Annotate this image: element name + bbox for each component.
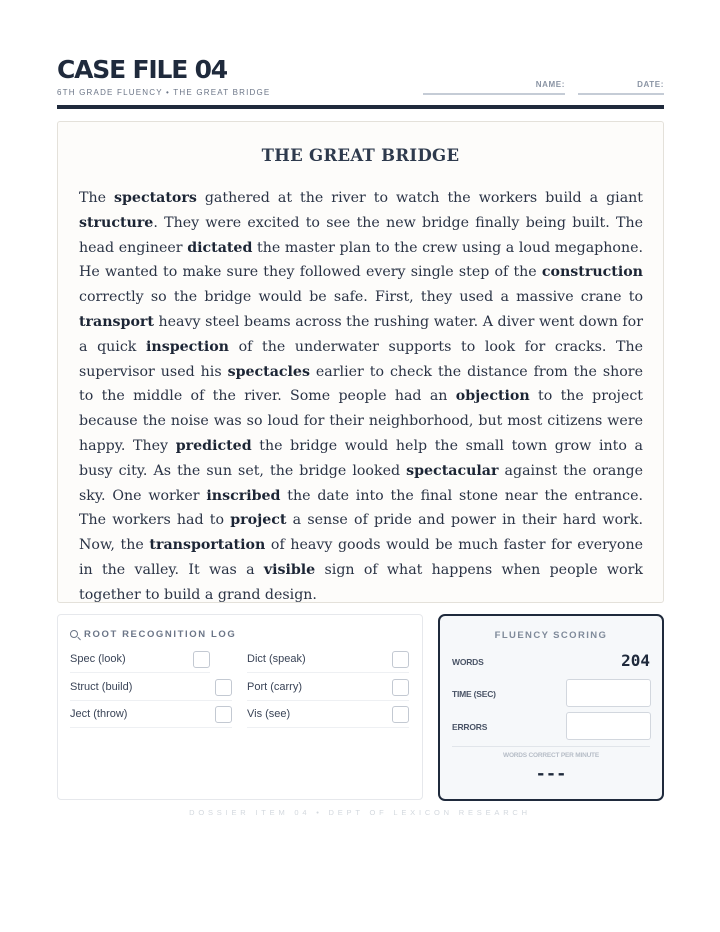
scoring-title: FLUENCY SCORING (494, 630, 608, 641)
vocab-word: spectators (114, 190, 197, 206)
vocab-word: project (230, 512, 287, 529)
story-title: THE GREAT BRIDGE (261, 146, 460, 165)
root-item-vis (247, 700, 409, 728)
vocab-word: objection (455, 388, 530, 405)
name-field[interactable] (423, 80, 565, 95)
time-label: TIME (SEC) (452, 689, 496, 699)
passage-text: of heavy goods would be much faster for everyone in the valley. It was a (79, 537, 643, 578)
passage-text: gathered at the river to watch the workers build a giant (196, 190, 643, 206)
story-card (57, 121, 664, 603)
log-title-text: ROOT RECOGNITION LOG (84, 629, 237, 640)
errors-input[interactable] (566, 712, 651, 740)
passage-text: correctly so the bridge would be safe. First, they used a massive crane to (79, 289, 643, 306)
root-label: Port (carry) (247, 681, 302, 693)
vocab-word: visible (263, 561, 316, 578)
magnifier-icon (70, 630, 78, 638)
page-subtitle: 6TH GRADE FLUENCY • THE GREAT BRIDGE (57, 88, 271, 97)
passage-text: sign of what happens when people work together to build a grand design. (79, 561, 643, 603)
story-passage (79, 186, 643, 608)
vocab-word: construction (541, 264, 643, 281)
root-checkbox[interactable] (392, 706, 409, 723)
name-label: NAME: (535, 80, 565, 89)
root-label: Dict (speak) (247, 653, 306, 665)
passage-text: a sense of pride and power in their hard work. Now, the (79, 512, 643, 554)
root-checkbox[interactable] (392, 679, 409, 696)
words-value: 204 (621, 651, 650, 670)
passage-text: . They were excited to see the new bridge finally being built. The head engineer (79, 214, 643, 256)
errors-label: ERRORS (452, 722, 488, 732)
root-item-spec (70, 645, 210, 673)
passage-text: earlier to check the distance from the shore to the middle of the river. Some people had an (79, 363, 643, 405)
fluency-scoring-panel (438, 614, 664, 801)
root-recognition-log (57, 614, 423, 800)
wcpm-label: WORDS CORRECT PER MINUTE (503, 752, 599, 759)
words-label: WORDS (452, 657, 484, 667)
passage-text: to the project because the noise was so loud for their neighborhood, but most citizens were happy. They (79, 388, 644, 454)
root-item-struct (70, 673, 232, 701)
page-title: CASE FILE 04 (57, 55, 227, 84)
vocab-word: predicted (175, 437, 252, 454)
root-item-dict (247, 645, 409, 673)
wcpm-value: --- (535, 764, 567, 784)
passage-text: of the underwater supports to look for cracks. The supervisor used his (79, 338, 644, 380)
root-label: Struct (build) (70, 681, 133, 693)
passage-text: the date into the final stone near the entrance. The workers had to (79, 487, 643, 529)
vocab-word: inspection (146, 338, 229, 355)
date-label: DATE: (637, 80, 664, 89)
time-input[interactable] (566, 679, 651, 707)
passage-text: The (79, 190, 115, 206)
vocab-word: transportation (149, 537, 266, 554)
scoring-divider (452, 746, 650, 747)
log-title (70, 629, 236, 640)
vocab-word: dictated (187, 239, 253, 256)
root-label: Ject (throw) (70, 708, 128, 720)
passage-text: the bridge would help the small town grow into a busy city. As the sun set, the bridge looked (79, 437, 644, 479)
vocab-word: transport (79, 313, 154, 330)
root-item-port (247, 673, 409, 701)
date-field[interactable] (578, 80, 664, 95)
passage-text: heavy steel beams across the rushing water. A diver went down for a quick (79, 313, 643, 355)
header-rule (57, 105, 664, 109)
root-label: Vis (see) (247, 708, 291, 720)
vocab-word: spectacles (227, 363, 310, 380)
root-checkbox[interactable] (193, 651, 210, 668)
vocab-word: spectacular (406, 462, 499, 479)
root-checkbox[interactable] (392, 651, 409, 668)
root-item-ject (70, 700, 232, 728)
root-label: Spec (look) (70, 653, 126, 665)
page-header (57, 56, 664, 112)
root-checkbox[interactable] (215, 679, 232, 696)
vocab-word: structure (79, 214, 154, 231)
passage-text: the master plan to the crew using a loud megaphone. He wanted to make sure they followed every single step of the (79, 239, 643, 281)
page-footer: DOSSIER ITEM 04 • DEPT OF LEXICON RESEARCH (189, 808, 531, 817)
vocab-word: inscribed (206, 487, 281, 504)
passage-text: against the orange sky. One worker (79, 462, 643, 504)
root-checkbox[interactable] (215, 706, 232, 723)
